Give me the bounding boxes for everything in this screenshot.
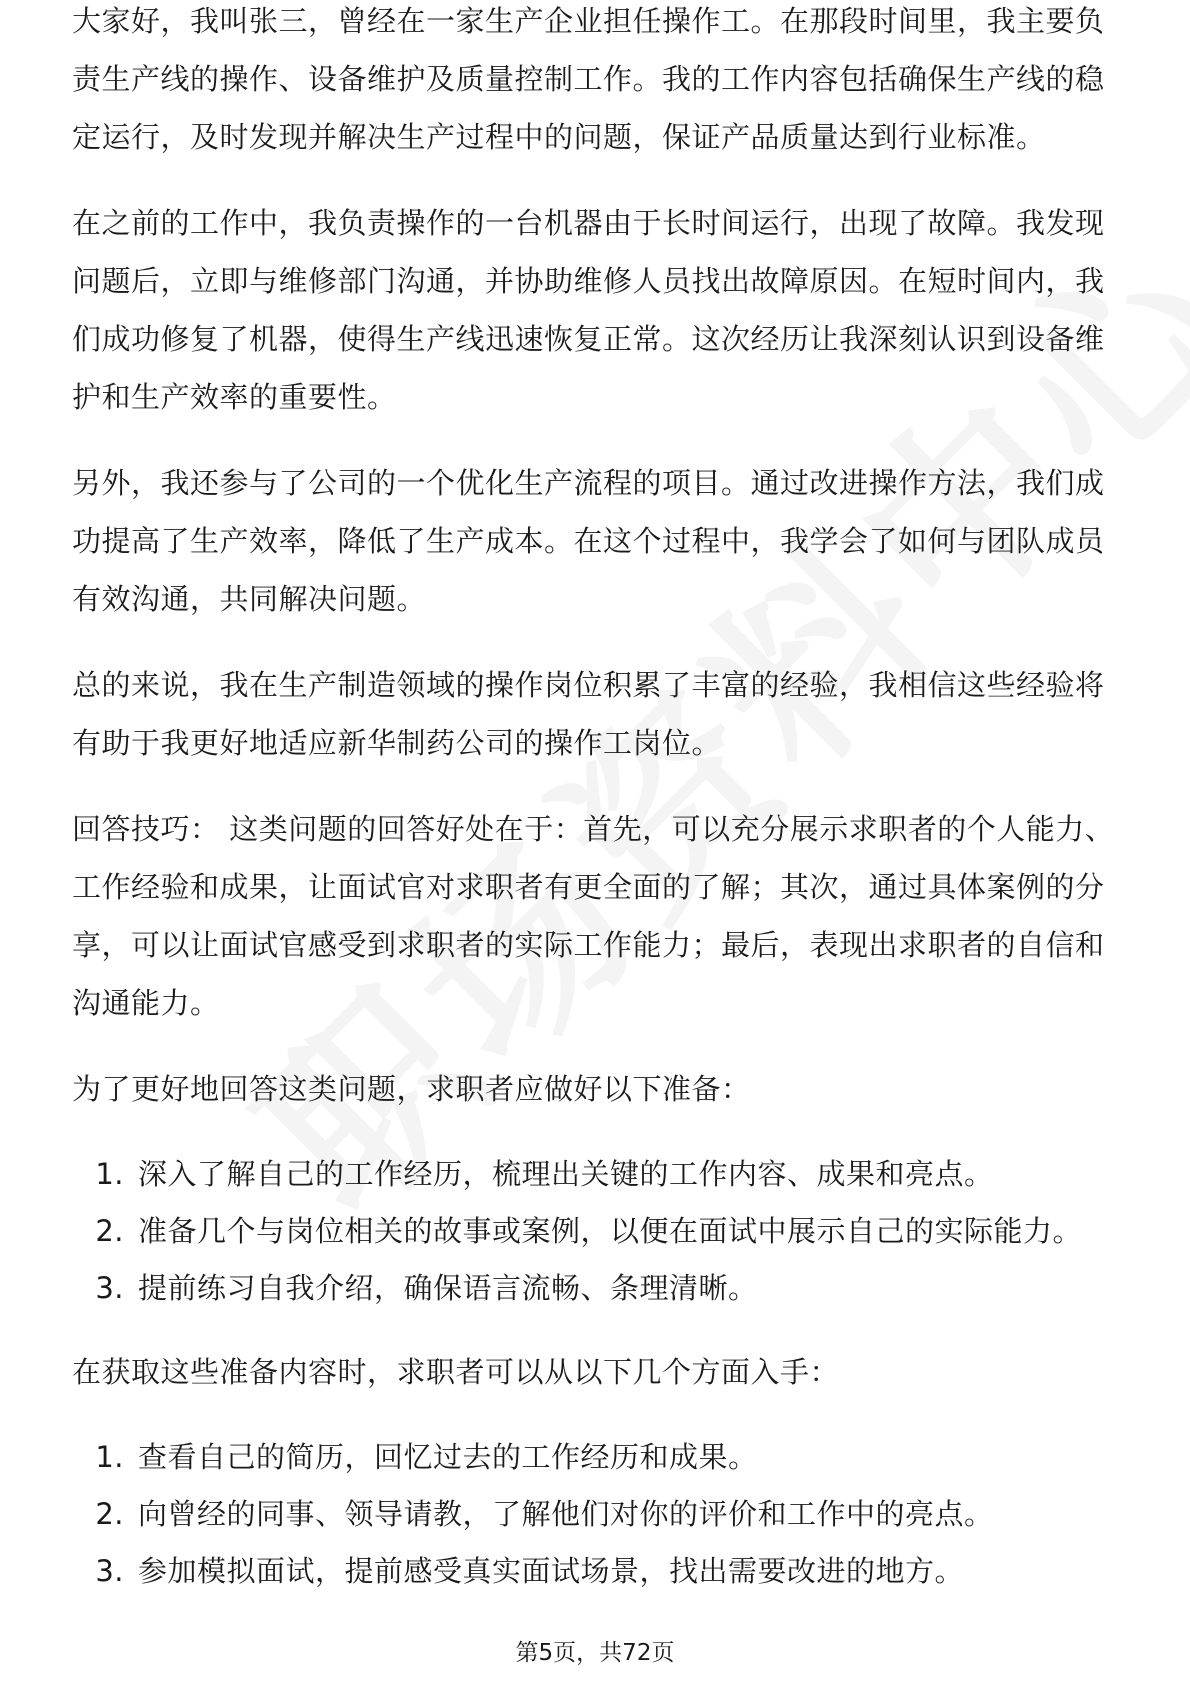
preparation-list: [72, 1146, 1122, 1317]
paragraph-preparation-intro: 为了更好地回答这类问题，求职者应做好以下准备：: [72, 1072, 751, 1106]
list-item: [72, 1146, 1122, 1203]
list-item: [72, 1543, 1122, 1600]
list-text: 参加模拟面试，提前感受真实面试场景，找出需要改进的地方。: [138, 1554, 965, 1588]
list-text: 查看自己的简历，回忆过去的工作经历和成果。: [138, 1440, 758, 1474]
list-item: [72, 1203, 1122, 1260]
list-item: [72, 1260, 1122, 1317]
list-text: 准备几个与岗位相关的故事或案例，以便在面试中展示自己的实际能力。: [138, 1214, 1083, 1248]
list-text: 向曾经的同事、领导请教，了解他们对你的评价和工作中的亮点。: [138, 1497, 994, 1531]
list-number: 1.: [95, 1157, 124, 1191]
paragraph-machine-fault: 在之前的工作中，我负责操作的一台机器由于长时间运行，出现了故障。我发现问题后，立即与维修部门沟通，并协助维修人员找出故障原因。在短时间内，我们成功修复了机器，使得生产线迅速恢复正常。这次经历让我深刻认识到设备维护和生产效率的重要性。: [72, 206, 1105, 414]
paragraph-optimization-project: 另外，我还参与了公司的一个优化生产流程的项目。通过改进操作方法，我们成功提高了生产效率，降低了生产成本。在这个过程中，我学会了如何与团队成员有效沟通，共同解决问题。: [72, 466, 1105, 616]
list-text: 提前练习自我介绍，确保语言流畅、条理清晰。: [138, 1271, 758, 1305]
list-number: 2.: [95, 1214, 124, 1248]
list-number: 3.: [95, 1554, 124, 1588]
list-text: 深入了解自己的工作经历，梳理出关键的工作内容、成果和亮点。: [138, 1157, 994, 1191]
paragraph-answer-tips: 回答技巧： 这类问题的回答好处在于：首先，可以充分展示求职者的个人能力、工作经验和成果，让面试官对求职者有更全面的了解；其次，通过具体案例的分享，可以让面试官感受到求职者的实际工作能力；最后，表现出求职者的自信和沟通能力。: [72, 812, 1115, 1020]
list-number: 1.: [95, 1440, 124, 1474]
list-item: [72, 1486, 1122, 1543]
paragraph-summary: 总的来说，我在生产制造领域的操作岗位积累了丰富的经验，我相信这些经验将有助于我更好地适应新华制药公司的操作工岗位。: [72, 668, 1105, 760]
page-content: [72, 0, 1122, 1626]
page-number: 第5页，共72页: [515, 1640, 675, 1666]
list-number: 2.: [95, 1497, 124, 1531]
paragraph-intro: 大家好，我叫张三，曾经在一家生产企业担任操作工。在那段时间里，我主要负责生产线的操作、设备维护及质量控制工作。我的工作内容包括确保生产线的稳定运行，及时发现并解决生产过程中的问题，保证产品质量达到行业标准。: [72, 4, 1105, 154]
sources-list: [72, 1429, 1122, 1600]
list-item: [72, 1429, 1122, 1486]
list-number: 3.: [95, 1271, 124, 1305]
paragraph-sources-intro: 在获取这些准备内容时，求职者可以从以下几个方面入手：: [72, 1355, 840, 1389]
